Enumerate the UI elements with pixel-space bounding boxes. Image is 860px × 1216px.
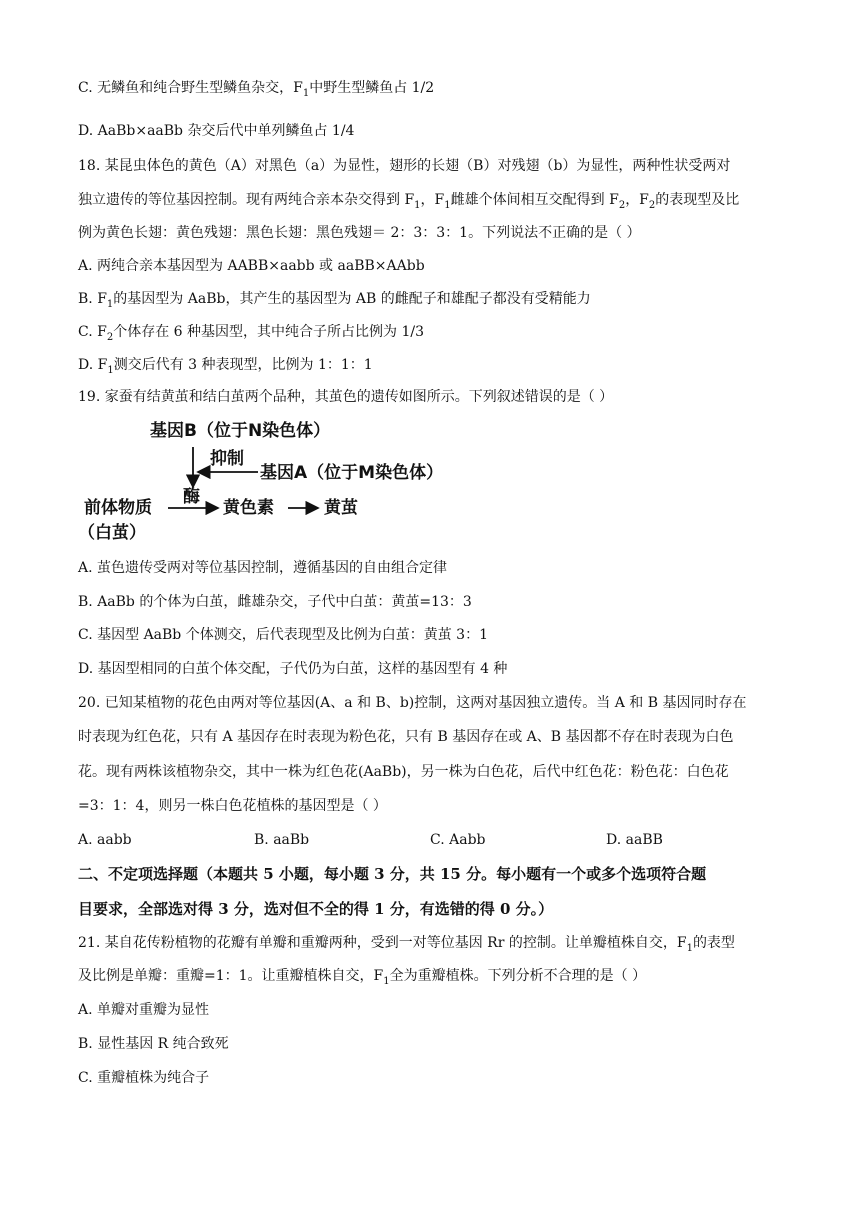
q18-stem-line2: 独立遗传的等位基因控制。现有两纯合亲本杂交得到 $F_1$，$F_1$雌雄个体间相互交配得到 $F_2$，$F_2$的表现型及比 bbox=[78, 192, 740, 211]
gene-a-label: 基因A（位于M染色体） bbox=[260, 463, 444, 483]
q20-stem-line2: 时表现为红色花，只有 A 基因存在时表现为粉色花，只有 B 基因存在或 A、B 基因都不存在时表现为白色 bbox=[78, 729, 734, 745]
yellow-cocoon-label: 黄茧 bbox=[324, 498, 358, 518]
section2-heading-line1: 二、不定项选择题（本题共 5 小题，每小题 3 分，共 15 分。每小题有一个或多个选项符合题 bbox=[78, 865, 707, 883]
q20-stem-line3: 花。现有两株该植物杂交，其中一株为红色花(AaBb)，另一株为白色花，后代中红色花：粉色花：白色花 bbox=[78, 764, 729, 780]
gene-b-label: 基因B（位于N染色体） bbox=[150, 421, 331, 441]
q18-option-a: A. 两纯合亲本基因型为 AABB×aabb 或 aaBB×AAbb bbox=[78, 258, 425, 274]
q20-option-d: D. aaBB bbox=[606, 832, 663, 848]
q18-stem-line3: 例为黄色长翅：黄色残翅：黑色长翅：黑色残翅＝ 2：3：3：1。下列说法不正确的是（ ） bbox=[78, 225, 641, 241]
q20-options bbox=[78, 830, 778, 850]
q19-option-d: D. 基因型相同的白茧个体交配，子代仍为白茧，这样的基因型有 4 种 bbox=[78, 661, 508, 677]
white-cocoon-label: （白茧） bbox=[78, 523, 146, 543]
q17-option-c: C. 无鳞鱼和纯合野生型鳞鱼杂交，$F_1$中野生型鳞鱼占 1/2 bbox=[78, 80, 435, 99]
q20-stem-line1: 20. 已知某植物的花色由两对等位基因(A、a 和 B、b)控制，这两对基因独立遗传。当 A 和 B 基因同时存在 bbox=[78, 695, 747, 711]
q21-option-c: C. 重瓣植株为纯合子 bbox=[78, 1070, 210, 1086]
q19-option-a: A. 茧色遗传受两对等位基因控制，遵循基因的自由组合定律 bbox=[78, 560, 448, 576]
cocoon-color-pathway-diagram bbox=[78, 420, 478, 550]
q18-option-d: D. $F_1$测交后代有 3 种表现型，比例为 1：1：1 bbox=[78, 357, 373, 376]
q18-stem-line1: 18. 某昆虫体色的黄色（A）对黑色（a）为显性，翅形的长翅（B）对残翅（b）为显性，两种性状受两对 bbox=[78, 158, 731, 174]
enzyme-label: 酶 bbox=[183, 487, 200, 507]
q21-option-b: B. 显性基因 R 纯合致死 bbox=[78, 1036, 229, 1052]
q20-stem-line4: =3：1：4，则另一株白色花植株的基因型是（ ） bbox=[78, 798, 387, 814]
q18-option-c: C. $F_2$个体存在 6 种基因型，其中纯合子所占比例为 1/3 bbox=[78, 324, 424, 343]
section2-heading-line2: 目要求，全部选对得 3 分，选对但不全的得 1 分，有选错的得 0 分。） bbox=[78, 900, 554, 918]
q17-option-d: D. AaBb×aaBb 杂交后代中单列鳞鱼占 1/4 bbox=[78, 123, 355, 139]
q21-stem-line2: 及比例是单瓣：重瓣=1：1。让重瓣植株自交，$F_1$全为重瓣植株。下列分析不合理的是（ ） bbox=[78, 968, 647, 987]
q20-option-c: C. Aabb bbox=[430, 832, 486, 848]
q18-option-b: B. $F_1$的基因型为 AaBb，其产生的基因型为 AB 的雌配子和雄配子都没有受精能力 bbox=[78, 291, 591, 310]
q19-option-b: B. AaBb 的个体为白茧，雌雄杂交，子代中白茧：黄茧=13：3 bbox=[78, 594, 472, 610]
q20-option-a: A. aabb bbox=[78, 832, 132, 848]
q20-option-b: B. aaBb bbox=[254, 832, 310, 848]
q21-option-a: A. 单瓣对重瓣为显性 bbox=[78, 1002, 210, 1018]
inhibit-label: 抑制 bbox=[210, 449, 244, 469]
q19-stem: 19. 家蚕有结黄茧和结白茧两个品种，其茧色的遗传如图所示。下列叙述错误的是（ ） bbox=[78, 389, 614, 405]
q21-stem-line1: 21. 某自花传粉植物的花瓣有单瓣和重瓣两种，受到一对等位基因 Rr 的控制。让单瓣植株自交，$F_1$的表型 bbox=[78, 935, 735, 954]
yellow-pigment-label: 黄色素 bbox=[223, 498, 274, 518]
precursor-label: 前体物质 bbox=[84, 498, 152, 518]
q19-option-c: C. 基因型 AaBb 个体测交，后代表现型及比例为白茧：黄茧 3：1 bbox=[78, 627, 488, 643]
